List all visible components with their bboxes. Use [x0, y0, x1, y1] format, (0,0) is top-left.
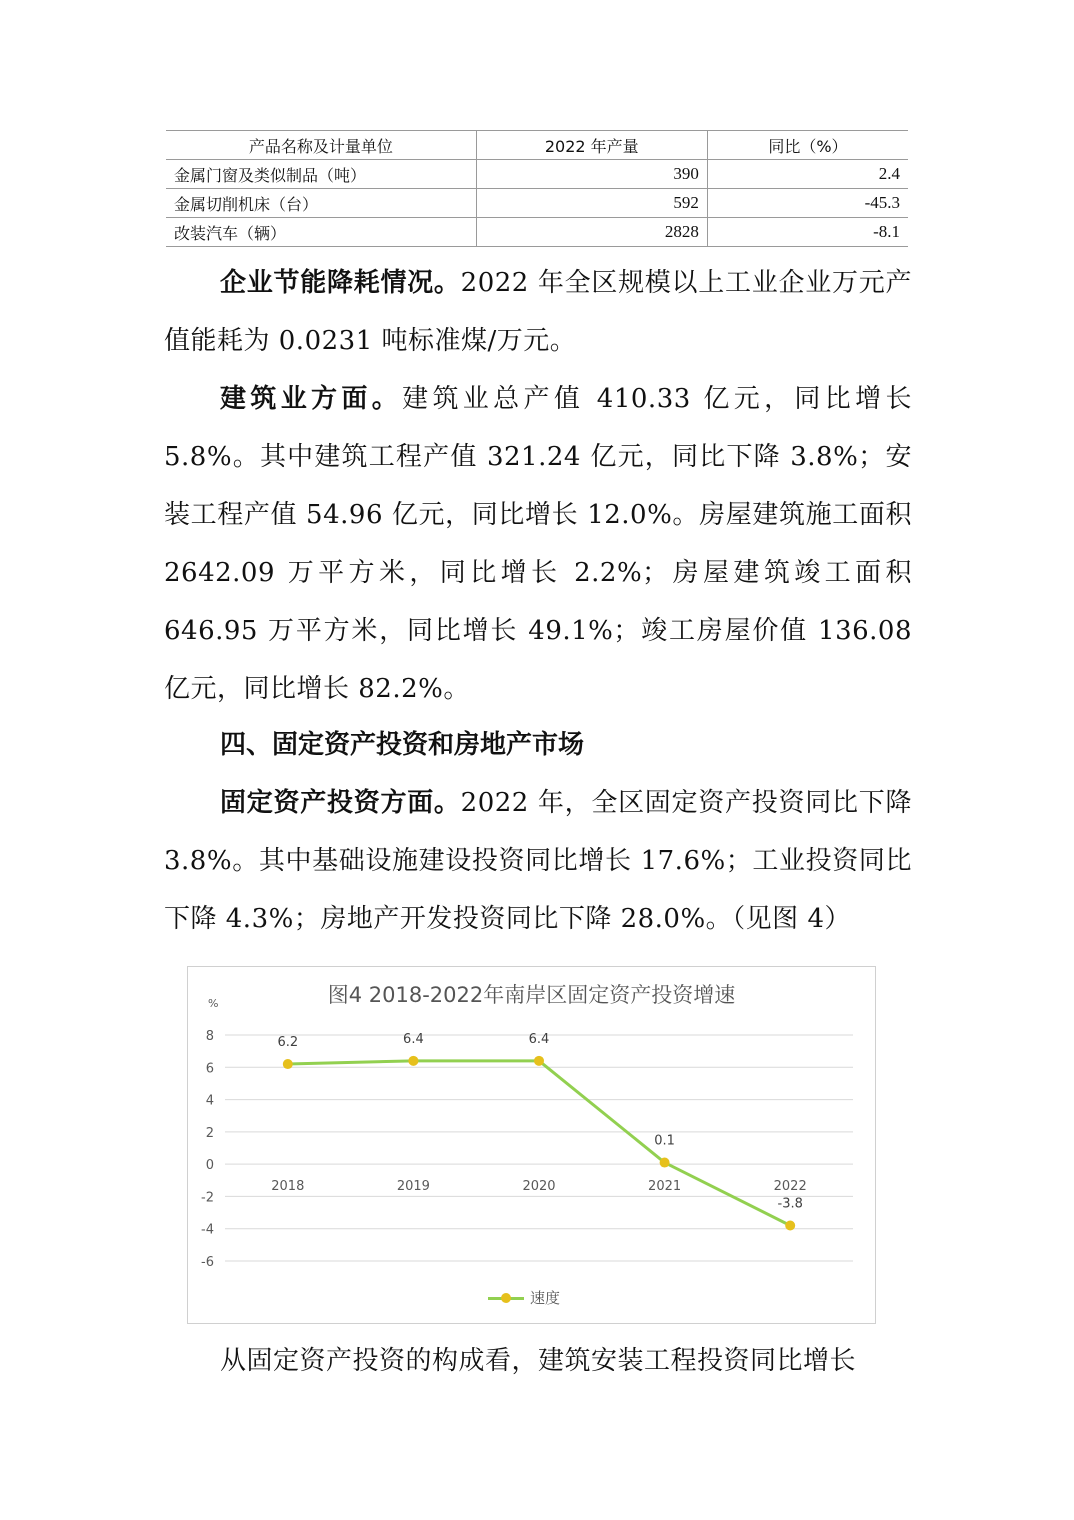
data-label: 0.1 — [654, 1133, 675, 1149]
investment-lead: 固定资产投资方面。 — [220, 788, 461, 818]
y-axis-unit-label: % — [208, 997, 219, 1010]
investment-paragraph — [164, 774, 912, 948]
cell-product: 金属切削机床（台） — [166, 189, 476, 218]
table-row — [166, 189, 908, 218]
cell-output: 390 — [476, 160, 707, 189]
energy-body: 2022 年全区规模以上工业企业万元产值能耗为 0.0231 吨标准煤/万元。 — [164, 268, 912, 356]
investment-growth-chart — [187, 966, 876, 1324]
data-label: 6.4 — [528, 1031, 550, 1047]
y-tick-label: 6 — [205, 1061, 214, 1077]
chart-plot — [188, 967, 875, 1323]
table-header-row — [166, 131, 908, 160]
data-label: 6.4 — [403, 1031, 424, 1047]
data-point — [660, 1158, 670, 1168]
construction-paragraph — [164, 370, 912, 718]
data-label: 6.2 — [277, 1035, 299, 1051]
data-label: -3.8 — [777, 1196, 803, 1212]
composition-paragraph: 从固定资产投资的构成看，建筑安装工程投资同比增长 — [220, 1346, 857, 1376]
product-output-table — [166, 130, 908, 247]
series-line — [288, 1061, 790, 1226]
col-header-product: 产品名称及计量单位 — [166, 131, 476, 160]
x-tick-label: 2021 — [648, 1179, 682, 1195]
energy-paragraph — [164, 254, 912, 370]
table-row — [166, 160, 908, 189]
y-tick-label: -2 — [201, 1190, 214, 1206]
construction-body: 建筑业总产值 410.33 亿元，同比增长 5.8%。其中建筑工程产值 321.24 亿元，同比下降 3.8%；安装工程产值 54.96 亿元，同比增长 12.0%。房屋建筑施工面积 2642.09 万平方米，同比增长 2.2%；房屋建筑竣工面积 646.95 万平方米，同比增长 49.1%；竣工房屋价值 136.08 亿元，同比增长 82.2%。 — [164, 384, 912, 704]
x-tick-label: 2018 — [271, 1179, 305, 1195]
cell-yoy: -8.1 — [707, 218, 908, 247]
y-tick-label: -6 — [201, 1255, 214, 1270]
cell-yoy: 2.4 — [707, 160, 908, 189]
col-header-yoy: 同比（%） — [707, 131, 908, 160]
investment-body: 2022 年，全区固定资产投资同比下降 3.8%。其中基础设施建设投资同比增长 17.6%；工业投资同比下降 4.3%；房地产开发投资同比下降 28.0%。（见图 4） — [164, 788, 912, 934]
cell-output: 592 — [476, 189, 707, 218]
cell-output: 2828 — [476, 218, 707, 247]
cell-product: 金属门窗及类似制品（吨） — [166, 160, 476, 189]
y-tick-label: 2 — [205, 1125, 214, 1141]
data-point — [785, 1220, 795, 1230]
x-tick-label: 2019 — [396, 1179, 430, 1195]
y-tick-label: -4 — [201, 1222, 214, 1238]
cell-product: 改装汽车（辆） — [166, 218, 476, 247]
y-tick-label: 8 — [205, 1029, 214, 1044]
legend-line-marker-icon — [488, 1293, 524, 1303]
legend-label: 速度 — [530, 1289, 561, 1307]
section-heading: 四、固定资产投资和房地产市场 — [220, 730, 585, 760]
chart-legend — [488, 1287, 560, 1308]
energy-lead: 企业节能降耗情况。 — [220, 268, 461, 298]
cell-yoy: -45.3 — [707, 189, 908, 218]
construction-lead: 建筑业方面。 — [220, 384, 403, 414]
col-header-output: 2022 年产量 — [476, 131, 707, 160]
table-row — [166, 218, 908, 247]
data-point — [534, 1056, 544, 1066]
x-tick-label: 2020 — [522, 1179, 556, 1195]
y-tick-label: 0 — [205, 1158, 214, 1174]
x-tick-label: 2022 — [773, 1179, 807, 1195]
chart-title: 图4 2018-2022年南岸区固定资产投资增速 — [327, 983, 736, 1007]
data-point — [283, 1059, 293, 1069]
data-point — [408, 1056, 418, 1066]
y-tick-label: 4 — [205, 1093, 214, 1109]
